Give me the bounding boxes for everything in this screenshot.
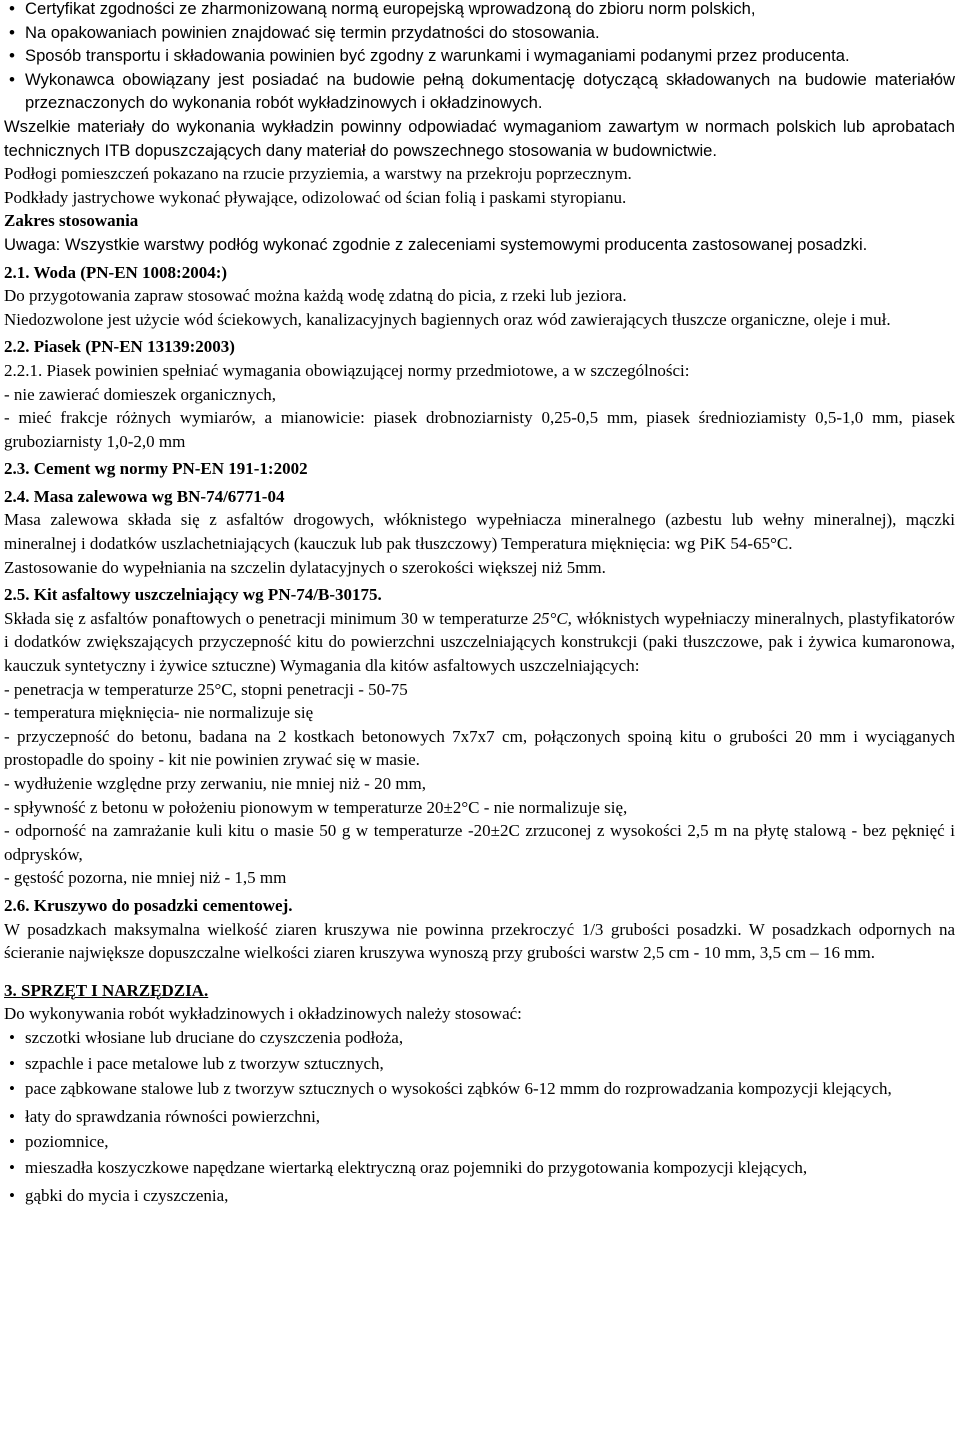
- paragraph: - mieć frakcje różnych wymiarów, a mianowicie: piasek drobnoziarnisty 0,25-0,5 mm, piasek średnioziamisty 0,5-1,0 mm, piasek gruboziarnisty 1,0-2,0 mm: [4, 408, 955, 451]
- paragraph: - nie zawierać domieszek organicznych,: [4, 384, 277, 404]
- temperature-value: 25°C,: [532, 608, 572, 628]
- tools-list: [4, 1026, 955, 1207]
- paragraph: W posadzkach maksymalna wielkość ziaren kruszywa nie powinna przekroczyć 1/3 grubości posadzki. W posadzkach odpornych na ścieranie największe dopuszczalne wielkości ziaren kruszywa wynoszą przy grubości warstw 2,5 cm - 10 mm, 3,5 cm – 16 mm.: [4, 919, 955, 963]
- paragraph: Do wykonywania robót wykładzinowych i okładzinowych należy stosować:: [4, 1004, 522, 1024]
- paragraph: Zastosowanie do wypełniania na szczelin dylatacyjnych o szerokości większej niż 5mm.: [4, 557, 606, 577]
- material-requirements-list: [4, 0, 955, 115]
- list-item: • Wykonawca obowiązany jest posiadać na budowie pełną dokumentację dotyczącą składowanych na budowie materiałów przeznaczonych do wykonania robót wykładzinowych i okładzinowych.: [4, 68, 955, 115]
- list-item: • mieszadła koszyczkowe napędzane wiertarką elektryczną oraz pojemniki do przygotowania kompozycji klejących,: [4, 1156, 955, 1180]
- list-item: • łaty do sprawdzania równości powierzchni,: [4, 1105, 955, 1129]
- list-item: • poziomnice,: [4, 1130, 955, 1154]
- list-item: • Sposób transportu i składowania powinien być zgodny z warunkami i wymaganiami podanymi przez producenta.: [4, 44, 955, 68]
- list-item: - odporność na zamrażanie kuli kitu o masie 50 g w temperaturze -20±2C zrzuconej z wysokości 2,5 m na płytę stalową - bez pęknięć i odprysków,: [4, 821, 955, 864]
- list-item: - wydłużenie względne przy zerwaniu, nie mniej niż - 20 mm,: [4, 774, 427, 793]
- list-item: - temperatura mięknięcia- nie normalizuje się: [4, 703, 314, 723]
- section-heading: 2.5. Kit asfaltowy uszczelniający wg PN-74/B-30175.: [4, 585, 382, 605]
- intro-paragraph: Podłogi pomieszczeń pokazano na rzucie przyziemia, a warstwy na przekroju poprzecznym.: [4, 164, 632, 184]
- section-heading: 2.4. Masa zalewowa wg BN-74/6771-04: [4, 486, 285, 506]
- list-item: • gąbki do mycia i czyszczenia,: [4, 1184, 955, 1208]
- list-item: • Na opakowaniach powinien znajdować się termin przydatności do stosowania.: [4, 21, 955, 45]
- paragraph: [4, 607, 955, 678]
- list-item: - spływność z betonu w położeniu pionowym w temperaturze 20±2°C - nie normalizuje się,: [4, 797, 628, 817]
- list-item: • szczotki włosiane lub druciane do czyszczenia podłoża,: [4, 1026, 955, 1050]
- section-heading: Zakres stosowania: [4, 211, 139, 231]
- paragraph: Masa zalewowa składa się z asfaltów drogowych, włóknistego wypełniacza mineralnego (azbestu lub wełny mineralnej), mączki mineralnej i dodatków uszlachetniających (kauczuk lub pak tłuszczowy) Temperatura mięknięcia: wg PiK 54-65°C.: [4, 510, 955, 554]
- section-heading: 2.3. Cement wg normy PN-EN 191-1:2002: [4, 459, 308, 479]
- list-item: • szpachle i pace metalowe lub z tworzyw sztucznych,: [4, 1052, 955, 1076]
- intro-paragraph: Podkłady jastrychowe wykonać pływające, odizolować od ścian folią i paskami styropianu.: [4, 187, 627, 207]
- section-heading: 2.2. Piasek (PN-EN 13139:2003): [4, 337, 235, 357]
- text-run: Składa się z asfaltów ponaftowych o penetracji minimum 30 w temperaturze: [4, 608, 533, 628]
- paragraph: 2.2.1. Piasek powinien spełniać wymagania obowiązującej normy przedmiotowe, a w szczególności:: [4, 360, 690, 380]
- list-item: - penetracja w temperaturze 25°C, stopni penetracji - 50-75: [4, 679, 408, 699]
- intro-paragraph: Wszelkie materiały do wykonania wykładzin powinny odpowiadać wymaganiom zawartym w normach polskich lub aprobatach technicznych ITB dopuszczających dany materiał do powszechnego stosowania w budownictwie.: [4, 116, 955, 160]
- list-item: • pace ząbkowane stalowe lub z tworzyw sztucznych o wysokości ząbków 6-12 mmm do rozprowadzania kompozycji klejących,: [4, 1077, 955, 1101]
- document-page: [4, 0, 955, 1207]
- section-heading: 2.6. Kruszywo do posadzki cementowej.: [4, 895, 293, 915]
- list-item: • Certyfikat zgodności ze zharmonizowaną normą europejską wprowadzoną do zbioru norm polskich,: [4, 0, 955, 21]
- chapter-heading: 3. SPRZĘT I NARZĘDZIA.: [4, 980, 209, 1000]
- section-heading: 2.1. Woda (PN-EN 1008:2004:): [4, 262, 228, 282]
- paragraph: Do przygotowania zapraw stosować można każdą wodę zdatną do picia, z rzeki lub jeziora.: [4, 286, 627, 306]
- list-item: - gęstość pozorna, nie mniej niż - 1,5 mm: [4, 868, 287, 888]
- text-run: włóknistych wypełniaczy mineralnych, plastyfikatorów i dodatków zwiększających przyczepność kitu do powierzchni uszczelniających konstrukcji (paki tłuszczowe, pak i żywica kumaronowa, kauczuk syntetyczny i żywice sztuczne) Wymagania dla kitów asfaltowych uszczelniających:: [4, 608, 955, 676]
- paragraph: Uwaga: Wszystkie warstwy podłóg wykonać zgodnie z zaleceniami systemowymi producenta zastosowanej posadzki.: [4, 234, 868, 254]
- paragraph: Niedozwolone jest użycie wód ściekowych, kanalizacyjnych bagiennych oraz wód zawierających tłuszcze organiczne, oleje i muł.: [4, 309, 891, 329]
- list-item: - przyczepność do betonu, badana na 2 kostkach betonowych 7x7x7 cm, połączonych spoiną kitu o grubości 20 mm i wyciąganych prostopadle do spoiny - kit nie powinien zrywać się w masie.: [4, 726, 955, 770]
